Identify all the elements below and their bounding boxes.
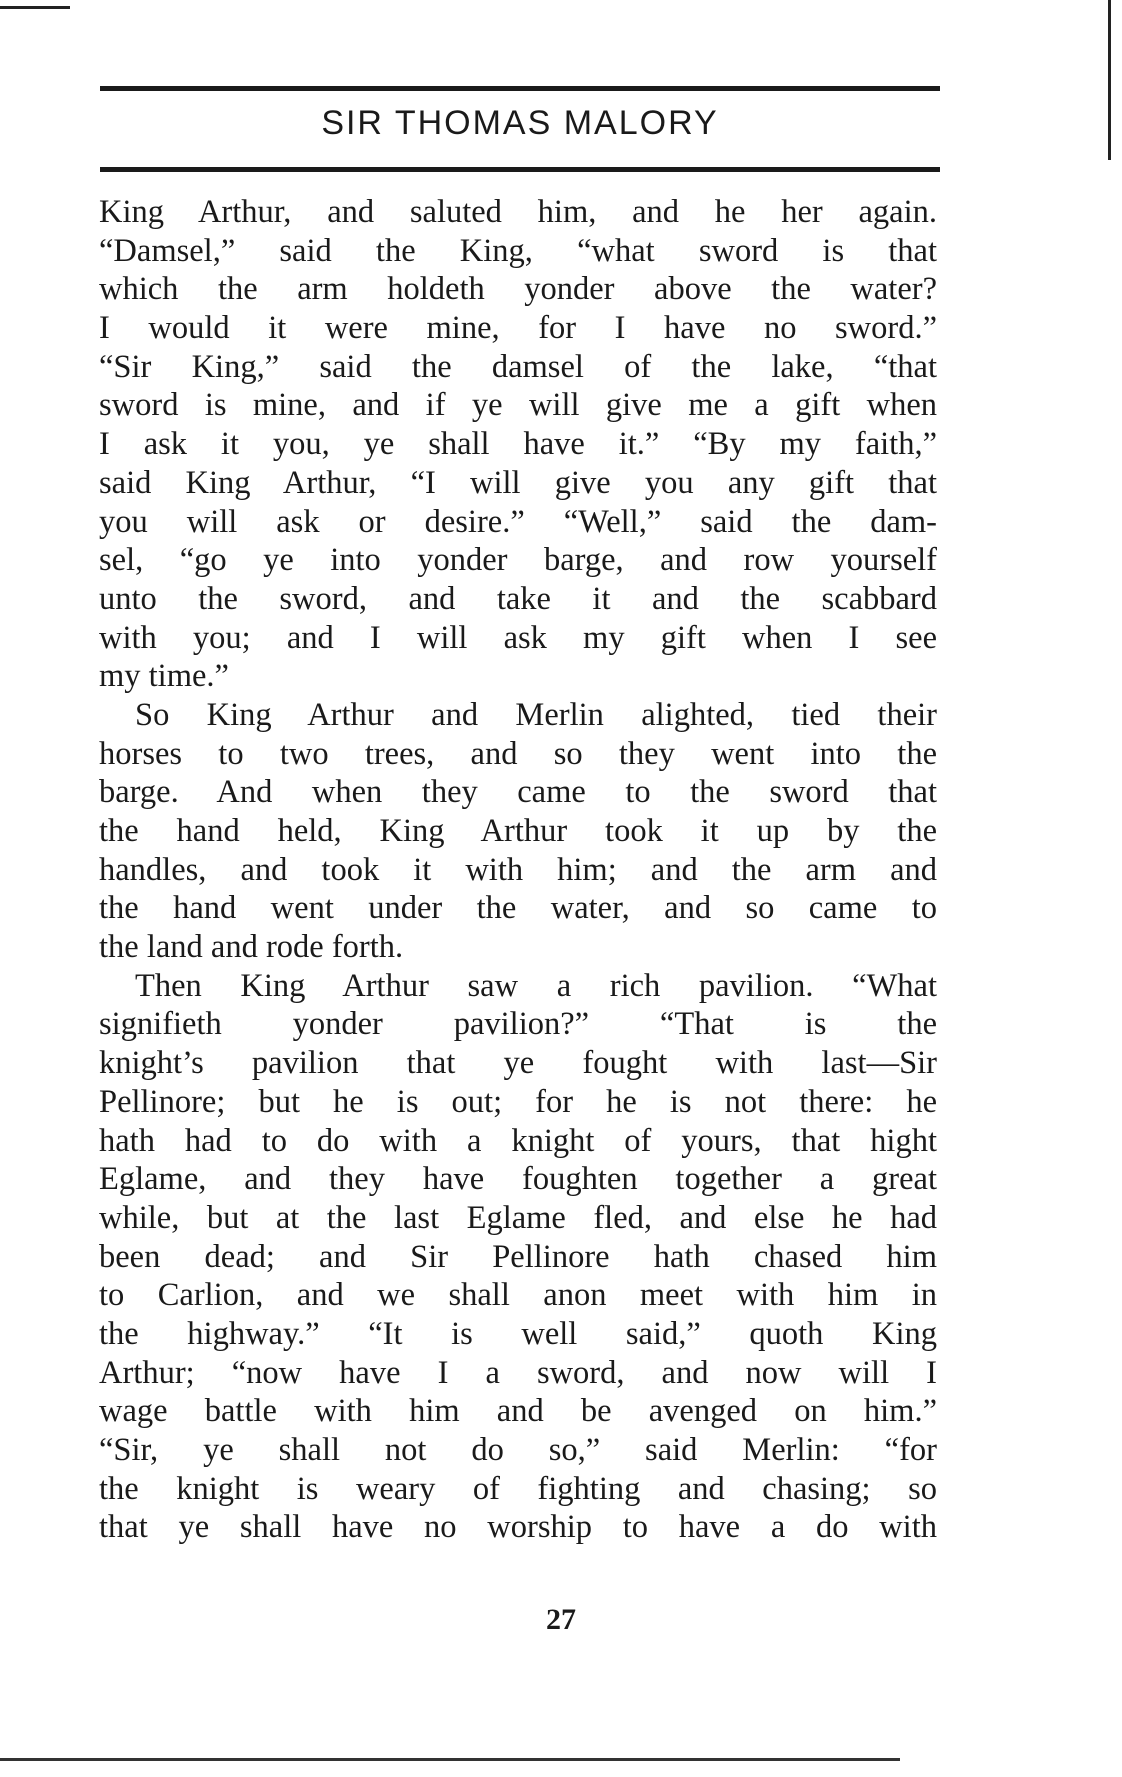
text-line: while, but at the last Eglame fled, and else he had	[99, 1199, 937, 1236]
text-line: knight’s pavilion that ye fought with last—Sir	[99, 1045, 937, 1082]
text-line: the knight is weary of fighting and chasing; so	[99, 1470, 937, 1507]
text-line: wage battle with him and be avenged on him.”	[99, 1393, 937, 1430]
text-line: I would it were mine, for I have no sword.”	[99, 310, 937, 347]
text-line: signifieth yonder pavilion?” “That is the	[99, 1006, 937, 1043]
text-line: sword is mine, and if ye will give me a gift when	[99, 387, 937, 424]
text-line: with you; and I will ask my gift when I see	[99, 619, 937, 656]
header-rule-top	[100, 86, 940, 91]
header-rule-bottom	[100, 167, 940, 172]
text-line: to Carlion, and we shall anon meet with him in	[99, 1277, 937, 1314]
text-line: Pellinore; but he is out; for he is not there: he	[99, 1083, 937, 1120]
text-line: hath had to do with a knight of yours, that hight	[99, 1122, 937, 1159]
scan-edge-bottom	[0, 1758, 900, 1761]
text-line: that ye shall have no worship to have a do with	[99, 1509, 937, 1546]
text-line: the hand held, King Arthur took it up by the	[99, 813, 937, 849]
text-line: the land and rode forth.	[99, 929, 404, 966]
paragraph-start-line: So King Arthur and Merlin alighted, tied their	[135, 696, 937, 733]
text-line: “Damsel,” said the King, “what sword is that	[99, 232, 937, 269]
scan-edge-top	[0, 6, 70, 9]
scan-edge-right	[1108, 0, 1111, 160]
paragraph-start-line: Then King Arthur saw a rich pavilion. “What	[135, 967, 937, 1004]
page-number: 27	[546, 1603, 576, 1636]
text-line: you will ask or desire.” “Well,” said the dam-	[99, 503, 937, 540]
running-head: SIR THOMAS MALORY	[321, 104, 719, 142]
text-line: said King Arthur, “I will give you any gift that	[99, 464, 937, 501]
text-line: unto the sword, and take it and the scabbard	[99, 580, 937, 617]
text-line: sel, “go ye into yonder barge, and row yourself	[99, 542, 937, 579]
text-line: King Arthur, and saluted him, and he her again.	[99, 194, 937, 230]
text-line: I ask it you, ye shall have it.” “By my faith,”	[99, 426, 937, 463]
text-line: my time.”	[99, 658, 229, 695]
text-line: Eglame, and they have foughten together a great	[99, 1161, 937, 1198]
text-line: which the arm holdeth yonder above the water?	[99, 271, 937, 308]
text-line: the hand went under the water, and so came to	[99, 890, 937, 927]
body-text	[99, 193, 937, 1547]
text-line: “Sir King,” said the damsel of the lake, “that	[99, 348, 937, 385]
text-line: barge. And when they came to the sword that	[99, 774, 937, 811]
text-line: handles, and took it with him; and the arm and	[99, 851, 937, 888]
text-line: Arthur; “now have I a sword, and now will I	[99, 1354, 937, 1391]
text-line: “Sir, ye shall not do so,” said Merlin: “for	[99, 1432, 937, 1468]
text-line: the highway.” “It is well said,” quoth King	[99, 1315, 937, 1352]
text-line: horses to two trees, and so they went into the	[99, 735, 937, 772]
text-line: been dead; and Sir Pellinore hath chased him	[99, 1238, 937, 1275]
